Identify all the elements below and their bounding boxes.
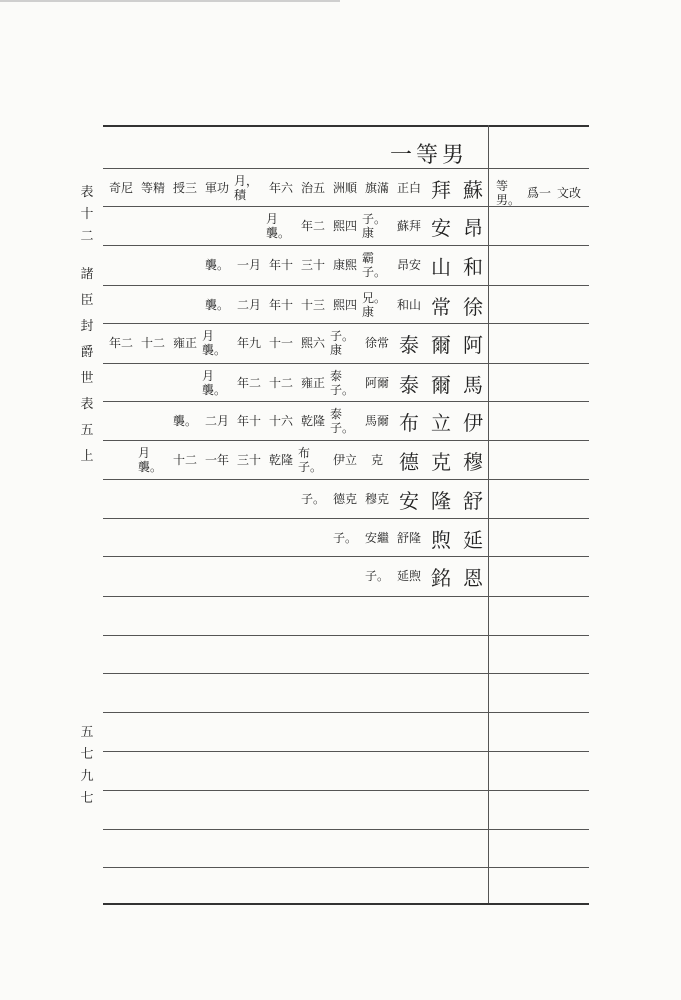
record-cell (234, 364, 264, 402)
cell-text: 阿爾 (364, 376, 389, 390)
record-cell (266, 324, 296, 362)
cell-text: 熙四 (332, 298, 357, 312)
record-cell (330, 169, 360, 207)
record-cell (170, 324, 200, 362)
record-cell (170, 402, 200, 440)
note-cell: 等男。 (496, 179, 521, 207)
record-cell (202, 286, 232, 324)
record-cell (362, 364, 392, 402)
record-cell (394, 286, 424, 324)
margin-section-title (76, 262, 98, 470)
cell-text: 等精 (140, 181, 165, 195)
record-cell (234, 286, 264, 324)
record-cell (202, 441, 232, 479)
record-cell (362, 207, 392, 245)
cell-text: 十一 (268, 336, 293, 350)
record-cell (138, 169, 168, 207)
cell-text: 月襲。 (266, 212, 291, 240)
table-row-line (103, 635, 589, 636)
cell-text: 年十 (268, 298, 293, 312)
record-cell: 爾 (431, 372, 451, 397)
record-cell (266, 402, 296, 440)
table-title: 一等男 (390, 143, 469, 168)
cell-text: 十六 (268, 414, 293, 428)
cell-text: 十二 (172, 453, 197, 467)
table-row (103, 207, 488, 245)
cell-text: 和山 (396, 298, 421, 312)
cell-text: 年二 (108, 336, 133, 350)
table-row (103, 519, 488, 557)
cell-text: 年六 (268, 181, 293, 195)
cell-text: 三十 (300, 258, 325, 272)
cell-text: 熙六 (300, 336, 325, 350)
record-cell (330, 246, 360, 284)
holder-name-cell: 舒 (463, 488, 483, 513)
table-row (103, 480, 488, 518)
table-row (103, 324, 488, 362)
table-row-line (103, 596, 589, 597)
record-cell: 山 (431, 254, 451, 279)
record-cell (106, 169, 136, 207)
record-cell: 常 (431, 294, 451, 319)
cell-text: 年二 (236, 376, 261, 390)
cell-text: 旗滿 (364, 181, 389, 195)
record-cell (234, 324, 264, 362)
record-cell (394, 246, 424, 284)
record-cell: 泰 (399, 372, 419, 397)
cell-text: 二月 (204, 414, 229, 428)
table-row (103, 441, 488, 479)
cell-text: 兄。康 (362, 291, 387, 319)
table-top-border (103, 125, 589, 127)
cell-text: 安繼 (364, 531, 389, 545)
table-row (103, 246, 488, 284)
record-cell: 布 (399, 410, 419, 435)
record-cell (330, 441, 360, 479)
record-cell (266, 286, 296, 324)
cell-text: 子。 (300, 492, 325, 506)
cell-text: 月，積 (234, 174, 259, 202)
table-row (103, 557, 488, 595)
holder-name-cell: 恩 (463, 565, 483, 590)
cell-text: 延煦 (396, 569, 421, 583)
cell-text: 襲。 (204, 298, 229, 312)
cell-text: 十二 (140, 336, 165, 350)
cell-text: 一月 (236, 258, 261, 272)
notes-column (496, 174, 586, 214)
cell-text: 霸子。 (362, 251, 387, 279)
cell-text: 授三 (172, 181, 197, 195)
cell-text: 子。 (364, 569, 389, 583)
cell-text: 克 (370, 453, 383, 467)
record-cell (362, 246, 392, 284)
margin-section-long: 諸臣封爵世表五上 (80, 267, 94, 464)
cell-text: 德克 (332, 492, 357, 506)
cell-text: 正白 (396, 181, 421, 195)
holder-name-cell: 徐 (463, 294, 483, 319)
top-scan-edge (0, 0, 340, 2)
record-cell: 安 (431, 215, 451, 240)
record-cell (298, 324, 328, 362)
record-cell (234, 246, 264, 284)
record-cell (234, 169, 264, 207)
cell-text: 穆克 (364, 492, 389, 506)
cell-text: 康熙 (332, 258, 357, 272)
table-row-line (103, 790, 589, 791)
record-cell (298, 246, 328, 284)
table-row-line (103, 867, 589, 868)
record-cell (202, 169, 232, 207)
holder-name-cell: 延 (463, 527, 483, 552)
record-cell: 銘 (431, 565, 451, 590)
cell-text: 襲。 (204, 258, 229, 272)
record-cell (266, 246, 296, 284)
record-cell: 煦 (431, 527, 451, 552)
record-cell (330, 207, 360, 245)
record-cell (298, 364, 328, 402)
table-row (103, 286, 488, 324)
table-row (103, 402, 488, 440)
record-cell (202, 324, 232, 362)
record-cell (202, 402, 232, 440)
record-cell (330, 286, 360, 324)
record-cell: 安 (399, 488, 419, 513)
margin-section-short: 表十二 (80, 185, 94, 244)
cell-text: 雍正 (300, 376, 325, 390)
record-cell (202, 364, 232, 402)
record-cell (362, 324, 392, 362)
cell-text: 奇尼 (108, 181, 133, 195)
cell-text: 十二 (268, 376, 293, 390)
cell-text: 洲順 (332, 181, 357, 195)
record-cell: 拜 (431, 177, 451, 202)
cell-text: 治五 (300, 181, 325, 195)
record-cell (138, 441, 168, 479)
record-cell (330, 480, 360, 518)
record-cell (330, 519, 360, 557)
record-cell (362, 557, 392, 595)
record-cell (362, 441, 392, 479)
record-cell (298, 480, 328, 518)
record-cell (362, 169, 392, 207)
cell-text: 年九 (236, 336, 261, 350)
cell-text: 子。康 (330, 329, 355, 357)
record-cell (170, 441, 200, 479)
record-cell (234, 402, 264, 440)
record-cell: 立 (431, 410, 451, 435)
record-cell (298, 207, 328, 245)
holder-name-cell: 穆 (463, 449, 483, 474)
record-cell: 德 (399, 449, 419, 474)
record-cell (330, 364, 360, 402)
record-cell: 隆 (431, 488, 451, 513)
record-cell (394, 557, 424, 595)
record-cell: 泰 (399, 332, 419, 357)
cell-text: 伊立 (332, 453, 357, 467)
cell-text: 泰子。 (330, 407, 355, 435)
cell-text: 蘇拜 (396, 219, 421, 233)
record-cell (362, 519, 392, 557)
table-row-line (103, 673, 589, 674)
record-cell (298, 402, 328, 440)
table-row (103, 364, 488, 402)
record-cell (138, 324, 168, 362)
record-cell: 爾 (431, 332, 451, 357)
record-cell (394, 169, 424, 207)
cell-text: 年二 (300, 219, 325, 233)
cell-text: 乾隆 (300, 414, 325, 428)
table-row (103, 169, 488, 207)
record-cell (202, 246, 232, 284)
record-cell (266, 207, 296, 245)
cell-text: 一年 (204, 453, 229, 467)
record-cell (298, 169, 328, 207)
cell-text: 年十 (236, 414, 261, 428)
cell-text: 月襲。 (138, 446, 163, 474)
cell-text: 子。康 (362, 212, 387, 240)
table-bottom-border (103, 903, 589, 905)
note-cell: 文改 (556, 186, 581, 200)
record-cell (330, 324, 360, 362)
cell-text: 三十 (236, 453, 261, 467)
record-cell (234, 441, 264, 479)
record-cell (362, 286, 392, 324)
cell-text: 十三 (300, 298, 325, 312)
cell-text: 馬爾 (364, 414, 389, 428)
cell-text: 熙四 (332, 219, 357, 233)
holder-name-cell: 阿 (463, 332, 483, 357)
cell-text: 子。 (332, 531, 357, 545)
cell-text: 二月 (236, 298, 261, 312)
cell-text: 布子。 (298, 446, 323, 474)
record-cell (170, 169, 200, 207)
record-cell (394, 207, 424, 245)
record-cell: 克 (431, 449, 451, 474)
cell-text: 軍功 (204, 181, 229, 195)
record-cell (266, 441, 296, 479)
holder-name-cell: 和 (463, 254, 483, 279)
holder-name-cell: 昂 (463, 215, 483, 240)
cell-text: 雍正 (172, 336, 197, 350)
cell-text: 徐常 (364, 336, 389, 350)
cell-text: 年十 (268, 258, 293, 272)
holder-name-cell: 蘇 (463, 177, 483, 202)
cell-text: 月襲。 (202, 329, 227, 357)
cell-text: 舒隆 (396, 531, 421, 545)
cell-text: 乾隆 (268, 453, 293, 467)
record-cell (266, 169, 296, 207)
table-row-line (103, 712, 589, 713)
table-row-line (103, 751, 589, 752)
record-cell (362, 480, 392, 518)
table-column-divider (488, 125, 489, 903)
record-cell (298, 286, 328, 324)
margin-section-label (76, 182, 98, 248)
note-cell: 爲一 (526, 186, 551, 200)
holder-name-cell: 伊 (463, 410, 483, 435)
holder-name-cell: 馬 (463, 372, 483, 397)
record-cell (298, 441, 328, 479)
record-cell (330, 402, 360, 440)
cell-text: 襲。 (172, 414, 197, 428)
page-number: 五七九七 (80, 725, 94, 806)
record-cell (106, 324, 136, 362)
cell-text: 月襲。 (202, 369, 227, 397)
record-cell (394, 519, 424, 557)
cell-text: 泰子。 (330, 369, 355, 397)
record-cell (362, 402, 392, 440)
table-row-line (103, 829, 589, 830)
margin-page-number (76, 722, 98, 810)
cell-text: 昂安 (396, 258, 421, 272)
record-cell (266, 364, 296, 402)
